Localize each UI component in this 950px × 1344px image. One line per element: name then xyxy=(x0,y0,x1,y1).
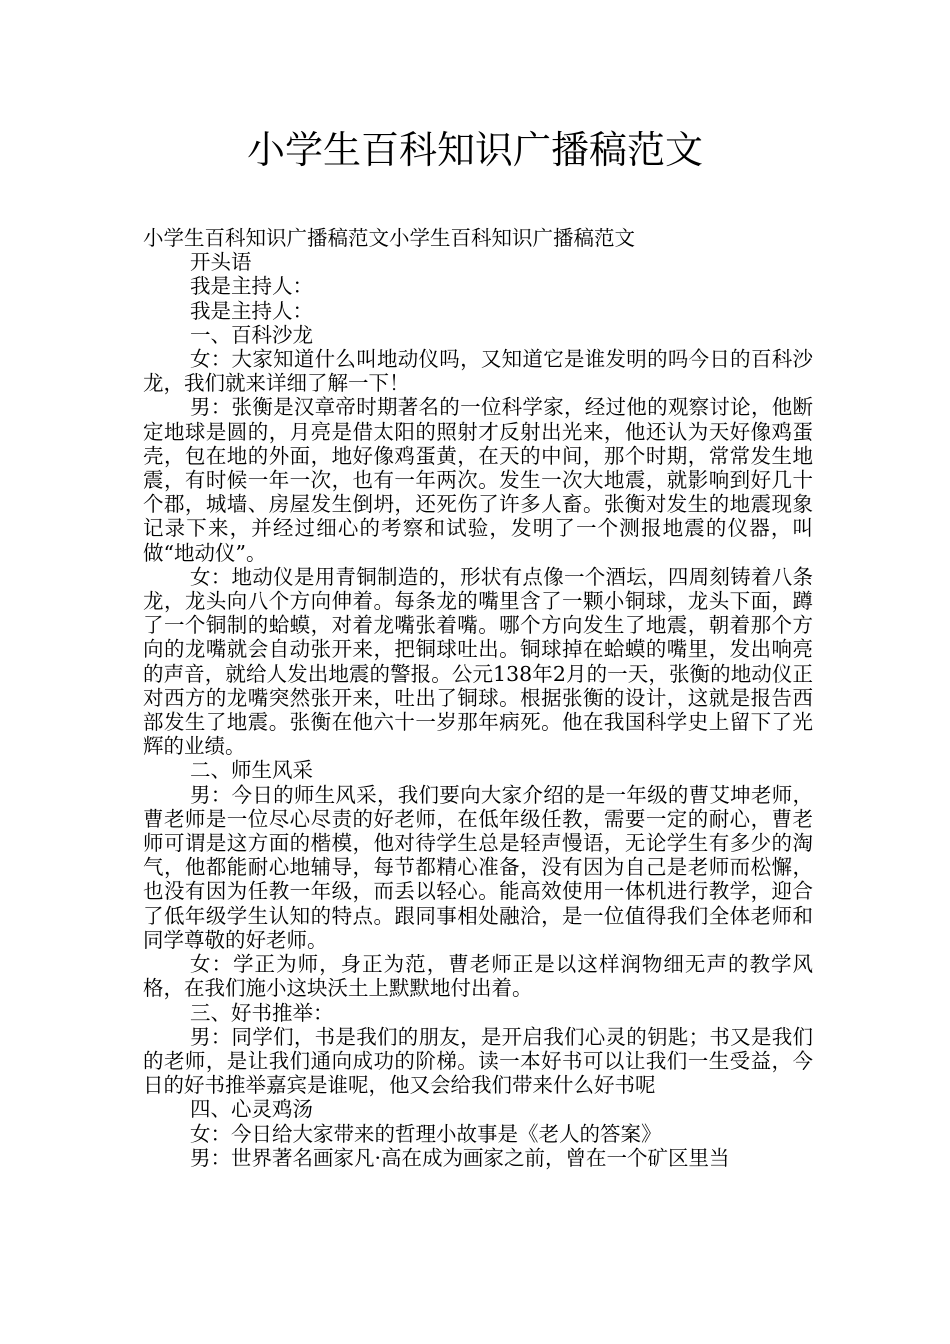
section-heading-1: 一、百科沙龙 xyxy=(190,322,313,347)
paragraph: 男：世界著名画家凡·高在成为画家之前，曾在一个矿区里当 xyxy=(190,1145,730,1170)
section-heading-3: 三、好书推举： xyxy=(190,1000,334,1025)
paragraph: 男：今日的师生风采，我们要向大家介绍的是一年级的曹艾坤老师，曹老师是一位尽心尽责的好老师，在低年级任教，需要一定的耐心，曹老师可谓是这方面的楷模，他对待学生总是轻声慢语，无论学生有多少的淘气，他都能耐心地辅导，每节都精心准备，没有因为自己是老师而松懈，也没有因为任教一年级，而丢以轻心。能高效使用一体机进行教学，迎合了低年级学生认知的特点。跟同事相处融洽，是一位值得我们全体老师和同学尊敬的好老师。 xyxy=(143,782,813,952)
paragraph: 男：张衡是汉章帝时期著名的一位科学家，经过他的观察讨论，他断定地球是圆的，月亮是借太阳的照射才反射出光来，他还认为天好像鸡蛋壳，包在地的外面，地好像鸡蛋黄，在天的中间，那个时期，常常发生地震，有时候一年一次，也有一年两次。发生一次大地震，就影响到好几十个郡，城墙、房屋发生倒坍，还死伤了许多人畜。张衡对发生的地震现象记录下来，并经过细心的考察和试验，发明了一个测报地震的仪器，叫做“地动仪”。 xyxy=(143,395,813,565)
paragraph-intro: 小学生百科知识广播稿范文小学生百科知识广播稿范文 xyxy=(143,226,635,250)
paragraph: 女：地动仪是用青铜制造的，形状有点像一个酒坛，四周刻铸着八条龙，龙头向八个方向伸着。每条龙的嘴里含了一颗小铜球，龙头下面，蹲了一个铜制的蛤蟆，对着龙嘴张着嘴。哪个方向发生了地震，朝着那个方向的龙嘴就会自动张开来，把铜球吐出。铜球掉在蛤蟆的嘴里，发出响亮的声音，就给人发出地震的警报。公元138年2月的一天，张衡的地动仪正对西方的龙嘴突然张开来，吐出了铜球。根据张衡的设计，这就是报告西部发生了地震。张衡在他六十一岁那年病死。他在我国科学史上留下了光辉的业绩。 xyxy=(143,564,813,759)
section-heading-2: 二、师生风采 xyxy=(190,758,313,783)
document-body xyxy=(143,226,813,1170)
section-heading-4: 四、心灵鸡汤 xyxy=(190,1097,313,1122)
paragraph: 男：同学们，书是我们的朋友，是开启我们心灵的钥匙；书又是我们的老师，是让我们通向成功的阶梯。读一本好书可以让我们一生受益，今日的好书推举嘉宾是谁呢，他又会给我们带来什么好书呢 xyxy=(143,1024,813,1098)
paragraph-host-1: 我是主持人： xyxy=(190,274,313,299)
paragraph: 女：今日给大家带来的哲理小故事是《老人的答案》 xyxy=(190,1121,662,1146)
document-title: 小学生百科知识广播稿范文 xyxy=(246,128,703,172)
paragraph: 女：学正为师，身正为范，曹老师正是以这样润物细无声的教学风格，在我们施小这块沃土上默默地付出着。 xyxy=(143,952,813,1001)
paragraph-host-2: 我是主持人： xyxy=(190,298,313,323)
paragraph: 女：大家知道什么叫地动仪吗，又知道它是谁发明的吗今日的百科沙龙，我们就来详细了解一下！ xyxy=(143,347,813,396)
heading-opening: 开头语 xyxy=(190,250,252,275)
